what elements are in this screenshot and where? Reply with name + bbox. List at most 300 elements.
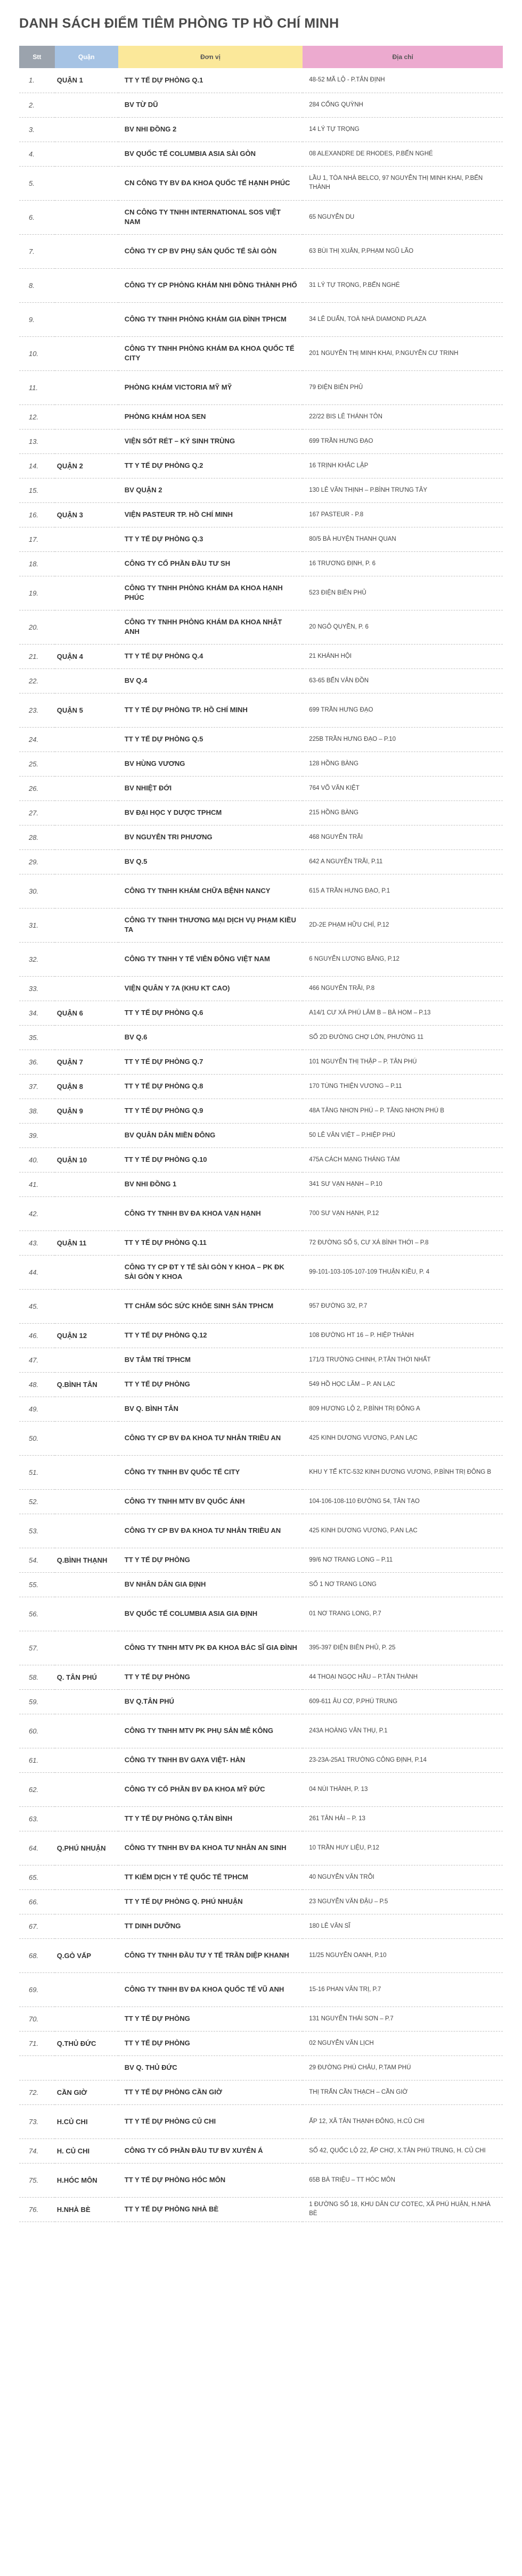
- row-stt: 3.: [19, 117, 55, 142]
- table-row: [19, 1147, 503, 1172]
- row-stt: 59.: [19, 1689, 55, 1714]
- table-row: [19, 2197, 503, 2222]
- row-dia-chi: 341 SƯ VẠN HẠNH – P.10: [303, 1172, 503, 1196]
- table-row: [19, 825, 503, 849]
- table-row: [19, 268, 503, 302]
- row-stt: 76.: [19, 2197, 55, 2222]
- table-row: [19, 942, 503, 976]
- table-row: [19, 1289, 503, 1323]
- row-don-vi: TT Y TẾ DỰ PHÒNG Q.7: [118, 1050, 303, 1074]
- table-row: [19, 302, 503, 336]
- row-stt: 33.: [19, 976, 55, 1001]
- table-row: [19, 1865, 503, 1889]
- table-row: [19, 453, 503, 478]
- row-dia-chi: SỐ 1 NƠ TRANG LONG: [303, 1572, 503, 1597]
- table-row: [19, 234, 503, 268]
- row-don-vi: CÔNG TY TNHH PHÒNG KHÁM ĐA KHOA HẠNH PHÚC: [118, 576, 303, 610]
- row-stt: 30.: [19, 874, 55, 908]
- row-quan: [55, 1348, 118, 1372]
- table-row: [19, 908, 503, 942]
- row-dia-chi: 23-23A-25A1 TRƯỜNG CÔNG ĐỊNH, P.14: [303, 1748, 503, 1772]
- row-dia-chi: 80/5 BÀ HUYỆN THANH QUAN: [303, 527, 503, 551]
- row-stt: 40.: [19, 1147, 55, 1172]
- row-stt: 14.: [19, 453, 55, 478]
- row-don-vi: BV QUÂN DÂN MIỀN ĐÔNG: [118, 1123, 303, 1147]
- header-dia-chi: Địa chỉ: [303, 46, 503, 68]
- row-dia-chi: 225B TRẦN HƯNG ĐẠO – P.10: [303, 727, 503, 752]
- row-quan: [55, 336, 118, 370]
- table-row: [19, 800, 503, 825]
- row-dia-chi: 609-611 ÂU CƠ, P.PHÚ TRUNG: [303, 1689, 503, 1714]
- table-row: [19, 1772, 503, 1806]
- row-dia-chi: 31 LÝ TỰ TRỌNG, P.BẾN NGHÉ: [303, 268, 503, 302]
- row-quan: [55, 668, 118, 693]
- table-row: [19, 1631, 503, 1665]
- row-don-vi: TT Y TẾ DỰ PHÒNG Q.2: [118, 453, 303, 478]
- row-don-vi: BV TỪ DŨ: [118, 93, 303, 117]
- table-row: [19, 93, 503, 117]
- row-quan: Q.GÒ VẤP: [55, 1938, 118, 1972]
- row-quan: QUẬN 12: [55, 1323, 118, 1348]
- table-body: [19, 68, 503, 2222]
- row-don-vi: BV Q.6: [118, 1025, 303, 1050]
- row-don-vi: TT Y TẾ DỰ PHÒNG Q.5: [118, 727, 303, 752]
- row-stt: 58.: [19, 1665, 55, 1689]
- table-row: [19, 644, 503, 668]
- row-stt: 55.: [19, 1572, 55, 1597]
- row-quan: [55, 776, 118, 800]
- row-don-vi: CÔNG TY TNHH BV ĐA KHOA VẠN HẠNH: [118, 1196, 303, 1231]
- row-stt: 11.: [19, 370, 55, 404]
- row-dia-chi: 63 BÙI THỊ XUÂN, P.PHẠM NGŨ LÃO: [303, 234, 503, 268]
- row-quan: QUẬN 2: [55, 453, 118, 478]
- row-dia-chi: A14/1 CƯ XÁ PHÚ LÂM B – BÀ HOM – P.13: [303, 1001, 503, 1025]
- row-stt: 53.: [19, 1514, 55, 1548]
- row-stt: 8.: [19, 268, 55, 302]
- row-dia-chi: 699 TRẦN HƯNG ĐẠO: [303, 693, 503, 727]
- table-row: [19, 576, 503, 610]
- row-quan: [55, 976, 118, 1001]
- row-quan: [55, 1631, 118, 1665]
- row-stt: 25.: [19, 752, 55, 776]
- table-row: [19, 2055, 503, 2080]
- table-row: [19, 1255, 503, 1289]
- row-quan: [55, 1865, 118, 1889]
- table-row: [19, 2080, 503, 2104]
- table-row: [19, 849, 503, 874]
- row-dia-chi: 699 TRẦN HƯNG ĐẠO: [303, 429, 503, 453]
- row-stt: 1.: [19, 68, 55, 93]
- row-don-vi: CÔNG TY CỔ PHẦN BV ĐA KHOA MỸ ĐỨC: [118, 1772, 303, 1806]
- row-stt: 24.: [19, 727, 55, 752]
- row-don-vi: BV QUỐC TẾ COLUMBIA ASIA GIA ĐỊNH: [118, 1597, 303, 1631]
- table-row: [19, 1172, 503, 1196]
- row-dia-chi: 08 ALEXANDRE DE RHODES, P.BẾN NGHÉ: [303, 142, 503, 166]
- row-quan: [55, 93, 118, 117]
- row-dia-chi: 284 CỐNG QUỲNH: [303, 93, 503, 117]
- row-dia-chi: 170 TÙNG THIỆN VƯƠNG – P.11: [303, 1074, 503, 1099]
- row-don-vi: CÔNG TY CP BV PHỤ SẢN QUỐC TẾ SÀI GÒN: [118, 234, 303, 268]
- row-dia-chi: 523 ĐIỆN BIÊN PHỦ: [303, 576, 503, 610]
- row-dia-chi: 10 TRẦN HUY LIỆU, P.12: [303, 1831, 503, 1865]
- row-don-vi: TT Y TẾ DỰ PHÒNG: [118, 1372, 303, 1397]
- row-dia-chi: 50 LÊ VĂN VIỆT – P.HIỆP PHÚ: [303, 1123, 503, 1147]
- row-stt: 42.: [19, 1196, 55, 1231]
- table-row: [19, 200, 503, 234]
- row-don-vi: TT Y TẾ DỰ PHÒNG Q.1: [118, 68, 303, 93]
- table-row: [19, 874, 503, 908]
- row-quan: [55, 1455, 118, 1489]
- row-don-vi: VIỆN PASTEUR TP. HỒ CHÍ MINH: [118, 502, 303, 527]
- row-don-vi: BV Q. THỦ ĐỨC: [118, 2055, 303, 2080]
- row-quan: [55, 610, 118, 644]
- row-dia-chi: 425 KINH DƯƠNG VƯƠNG, P.AN LẠC: [303, 1514, 503, 1548]
- row-dia-chi: 40 NGUYỄN VĂN TRỖI: [303, 1865, 503, 1889]
- row-dia-chi: LẦU 1, TÒA NHÀ BELCO, 97 NGUYỄN THỊ MINH KHAI, P.BẾN THÀNH: [303, 166, 503, 200]
- row-quan: [55, 1889, 118, 1914]
- row-don-vi: BV Q.4: [118, 668, 303, 693]
- table-row: [19, 1231, 503, 1255]
- table-row: [19, 1914, 503, 1938]
- table-row: [19, 1938, 503, 1972]
- row-don-vi: TT Y TẾ DỰ PHÒNG Q.TÂN BÌNH: [118, 1806, 303, 1831]
- row-don-vi: BV NHIỆT ĐỚI: [118, 776, 303, 800]
- row-quan: [55, 200, 118, 234]
- table-row: [19, 1074, 503, 1099]
- row-quan: Q.BÌNH TÂN: [55, 1372, 118, 1397]
- row-quan: QUẬN 3: [55, 502, 118, 527]
- row-dia-chi: 615 A TRẦN HƯNG ĐẠO, P.1: [303, 874, 503, 908]
- table-row: [19, 1889, 503, 1914]
- table-row: [19, 1572, 503, 1597]
- row-dia-chi: 21 KHÁNH HỘI: [303, 644, 503, 668]
- row-dia-chi: 261 TÂN HẢI – P. 13: [303, 1806, 503, 1831]
- row-quan: [55, 908, 118, 942]
- row-stt: 49.: [19, 1397, 55, 1421]
- row-quan: [55, 874, 118, 908]
- row-stt: 46.: [19, 1323, 55, 1348]
- row-quan: [55, 1123, 118, 1147]
- table-row: [19, 693, 503, 727]
- row-dia-chi: 395-397 ĐIỆN BIÊN PHỦ, P. 25: [303, 1631, 503, 1665]
- row-dia-chi: 16 TRỊNH KHẮC LẬP: [303, 453, 503, 478]
- row-dia-chi: 23 NGUYỄN VĂN ĐẬU – P.5: [303, 1889, 503, 1914]
- row-quan: [55, 727, 118, 752]
- row-stt: 7.: [19, 234, 55, 268]
- row-stt: 56.: [19, 1597, 55, 1631]
- row-stt: 9.: [19, 302, 55, 336]
- table-row: [19, 1806, 503, 1831]
- row-quan: [55, 1689, 118, 1714]
- row-quan: QUẬN 1: [55, 68, 118, 93]
- row-quan: [55, 1714, 118, 1748]
- row-don-vi: CN CÔNG TY BV ĐA KHOA QUỐC TẾ HẠNH PHÚC: [118, 166, 303, 200]
- row-stt: 68.: [19, 1938, 55, 1972]
- row-don-vi: CÔNG TY TNHH THƯƠNG MẠI DỊCH VỤ PHẠM KIỀU TA: [118, 908, 303, 942]
- row-dia-chi: KHU Y TẾ KTC-532 KINH DƯƠNG VƯƠNG, P.BÌNH TRỊ ĐÔNG B: [303, 1455, 503, 1489]
- row-quan: QUẬN 5: [55, 693, 118, 727]
- row-don-vi: BV Q.5: [118, 849, 303, 874]
- row-stt: 44.: [19, 1255, 55, 1289]
- row-stt: 22.: [19, 668, 55, 693]
- row-dia-chi: 1 ĐƯỜNG SỐ 18, KHU DÂN CƯ COTEC, XÃ PHÚ HUẬN, H.NHÀ BÈ: [303, 2197, 503, 2222]
- row-dia-chi: 02 NGUYỄN VĂN LỊCH: [303, 2031, 503, 2055]
- row-dia-chi: 101 NGUYỄN THỊ THẬP – P. TÂN PHÚ: [303, 1050, 503, 1074]
- row-dia-chi: 22/22 BIS LÊ THÁNH TÔN: [303, 404, 503, 429]
- row-don-vi: BV TÂM TRÍ TPHCM: [118, 1348, 303, 1372]
- row-dia-chi: 466 NGUYỄN TRÃI, P.8: [303, 976, 503, 1001]
- row-dia-chi: 48A TĂNG NHƠN PHÚ – P. TĂNG NHƠN PHÚ B: [303, 1099, 503, 1123]
- row-dia-chi: 104-106-108-110 ĐƯỜNG 54, TÂN TẠO: [303, 1489, 503, 1514]
- row-dia-chi: 425 KINH DƯƠNG VƯƠNG, P.AN LẠC: [303, 1421, 503, 1455]
- table-row: [19, 1397, 503, 1421]
- row-stt: 21.: [19, 644, 55, 668]
- row-dia-chi: 171/3 TRƯỜNG CHINH, P.TÂN THỚI NHẤT: [303, 1348, 503, 1372]
- row-don-vi: CÔNG TY TNHH BV ĐA KHOA QUỐC TẾ VŨ ANH: [118, 1972, 303, 2007]
- table-row: [19, 2139, 503, 2163]
- row-stt: 41.: [19, 1172, 55, 1196]
- row-stt: 32.: [19, 942, 55, 976]
- row-don-vi: TT Y TẾ DỰ PHÒNG CẦN GIỜ: [118, 2080, 303, 2104]
- row-quan: H. CỦ CHI: [55, 2139, 118, 2163]
- row-dia-chi: 6 NGUYỄN LƯƠNG BẰNG, P.12: [303, 942, 503, 976]
- row-don-vi: CÔNG TY CP BV ĐA KHOA TƯ NHÂN TRIỀU AN: [118, 1421, 303, 1455]
- row-dia-chi: 16 TRƯƠNG ĐỊNH, P. 6: [303, 551, 503, 576]
- row-don-vi: TT Y TẾ DỰ PHÒNG: [118, 1548, 303, 1572]
- table-row: [19, 1689, 503, 1714]
- row-don-vi: BV ĐẠI HỌC Y DƯỢC TPHCM: [118, 800, 303, 825]
- row-quan: [55, 370, 118, 404]
- row-stt: 23.: [19, 693, 55, 727]
- row-quan: [55, 404, 118, 429]
- table-header: [19, 46, 503, 68]
- row-stt: 67.: [19, 1914, 55, 1938]
- row-quan: [55, 849, 118, 874]
- row-dia-chi: 549 HỒ HỌC LÃM – P. AN LẠC: [303, 1372, 503, 1397]
- row-stt: 70.: [19, 2007, 55, 2031]
- row-quan: [55, 800, 118, 825]
- row-don-vi: TT Y TẾ DỰ PHÒNG Q. PHÚ NHUẬN: [118, 1889, 303, 1914]
- row-quan: QUẬN 11: [55, 1231, 118, 1255]
- row-dia-chi: 215 HỒNG BÀNG: [303, 800, 503, 825]
- row-dia-chi: SỐ 2D ĐƯỜNG CHỢ LỚN, PHƯỜNG 11: [303, 1025, 503, 1050]
- row-don-vi: TT Y TẾ DỰ PHÒNG Q.9: [118, 1099, 303, 1123]
- table-row: [19, 1748, 503, 1772]
- row-don-vi: TT Y TẾ DỰ PHÒNG Q.11: [118, 1231, 303, 1255]
- row-stt: 50.: [19, 1421, 55, 1455]
- row-stt: 38.: [19, 1099, 55, 1123]
- table-row: [19, 404, 503, 429]
- row-quan: H.CỦ CHI: [55, 2104, 118, 2139]
- row-don-vi: TT Y TẾ DỰ PHÒNG Q.12: [118, 1323, 303, 1348]
- row-don-vi: TT Y TẾ DỰ PHÒNG CỦ CHI: [118, 2104, 303, 2139]
- row-stt: 71.: [19, 2031, 55, 2055]
- row-quan: [55, 1514, 118, 1548]
- table-row: [19, 1972, 503, 2007]
- row-don-vi: CÔNG TY TNHH KHÁM CHỮA BỆNH NANCY: [118, 874, 303, 908]
- row-stt: 45.: [19, 1289, 55, 1323]
- row-stt: 36.: [19, 1050, 55, 1074]
- row-dia-chi: SỐ 42, QUỐC LỘ 22, ẤP CHỢ, X.TÂN PHÚ TRUNG, H. CỦ CHI: [303, 2139, 503, 2163]
- table-row: [19, 727, 503, 752]
- row-quan: [55, 1196, 118, 1231]
- row-stt: 10.: [19, 336, 55, 370]
- row-quan: [55, 1489, 118, 1514]
- table-row: [19, 1196, 503, 1231]
- table-row: [19, 2031, 503, 2055]
- row-don-vi: TT KIỂM DỊCH Y TẾ QUỐC TẾ TPHCM: [118, 1865, 303, 1889]
- row-stt: 34.: [19, 1001, 55, 1025]
- row-dia-chi: 201 NGUYỄN THỊ MINH KHAI, P.NGUYỄN CƯ TRINH: [303, 336, 503, 370]
- row-don-vi: BV NGUYỄN TRI PHƯƠNG: [118, 825, 303, 849]
- row-quan: [55, 752, 118, 776]
- row-quan: QUẬN 9: [55, 1099, 118, 1123]
- row-dia-chi: 243A HOÀNG VĂN THỤ, P.1: [303, 1714, 503, 1748]
- row-dia-chi: 99/6 NƠ TRANG LONG – P.11: [303, 1548, 503, 1572]
- row-dia-chi: 809 HƯƠNG LỘ 2, P.BÌNH TRỊ ĐÔNG A: [303, 1397, 503, 1421]
- table-row: [19, 1489, 503, 1514]
- table-row: [19, 1714, 503, 1748]
- row-stt: 13.: [19, 429, 55, 453]
- row-dia-chi: THỊ TRẤN CẦN THẠCH – CẦN GIỜ: [303, 2080, 503, 2104]
- row-quan: QUẬN 4: [55, 644, 118, 668]
- row-dia-chi: 65B BÀ TRIỆU – TT HÓC MÔN: [303, 2163, 503, 2197]
- row-stt: 47.: [19, 1348, 55, 1372]
- row-stt: 54.: [19, 1548, 55, 1572]
- row-stt: 17.: [19, 527, 55, 551]
- table-row: [19, 776, 503, 800]
- row-dia-chi: 63-65 BẾN VÂN ĐỒN: [303, 668, 503, 693]
- row-quan: QUẬN 8: [55, 1074, 118, 1099]
- row-don-vi: TT Y TẾ DỰ PHÒNG: [118, 2007, 303, 2031]
- row-stt: 19.: [19, 576, 55, 610]
- row-quan: [55, 166, 118, 200]
- row-quan: QUẬN 10: [55, 1147, 118, 1172]
- row-quan: [55, 1397, 118, 1421]
- table-row: [19, 1348, 503, 1372]
- table-row: [19, 1050, 503, 1074]
- row-stt: 4.: [19, 142, 55, 166]
- row-quan: [55, 478, 118, 502]
- row-stt: 37.: [19, 1074, 55, 1099]
- row-don-vi: CÔNG TY TNHH MTV PK ĐA KHOA BÁC SĨ GIA ĐÌNH: [118, 1631, 303, 1665]
- row-stt: 52.: [19, 1489, 55, 1514]
- row-don-vi: TT Y TẾ DỰ PHÒNG Q.4: [118, 644, 303, 668]
- table-row: [19, 1665, 503, 1689]
- row-quan: [55, 1421, 118, 1455]
- table-row: [19, 1372, 503, 1397]
- row-stt: 16.: [19, 502, 55, 527]
- row-dia-chi: 15-16 PHAN VĂN TRỊ, P.7: [303, 1972, 503, 2007]
- row-don-vi: TT CHĂM SÓC SỨC KHỎE SINH SẢN TPHCM: [118, 1289, 303, 1323]
- table-row: [19, 142, 503, 166]
- row-quan: [55, 117, 118, 142]
- row-dia-chi: 475A CÁCH MẠNG THÁNG TÁM: [303, 1147, 503, 1172]
- header-stt: Stt: [19, 46, 55, 68]
- row-stt: 43.: [19, 1231, 55, 1255]
- row-stt: 62.: [19, 1772, 55, 1806]
- row-don-vi: CÔNG TY CP PHÒNG KHÁM NHI ĐỒNG THÀNH PHỐ: [118, 268, 303, 302]
- row-quan: [55, 942, 118, 976]
- row-don-vi: TT Y TẾ DỰ PHÒNG HÓC MÔN: [118, 2163, 303, 2197]
- table-row: [19, 1323, 503, 1348]
- table-row: [19, 1831, 503, 1865]
- row-don-vi: BV Q. BÌNH TÂN: [118, 1397, 303, 1421]
- row-dia-chi: ẤP 12, XÃ TÂN THẠNH ĐÔNG, H.CỦ CHI: [303, 2104, 503, 2139]
- table-row: [19, 551, 503, 576]
- row-quan: Q.PHÚ NHUẬN: [55, 1831, 118, 1865]
- table-row: [19, 1025, 503, 1050]
- row-don-vi: CÔNG TY CỔ PHẦN ĐẦU TƯ SH: [118, 551, 303, 576]
- row-quan: QUẬN 7: [55, 1050, 118, 1074]
- row-quan: Q.THỦ ĐỨC: [55, 2031, 118, 2055]
- row-don-vi: BV HÙNG VƯƠNG: [118, 752, 303, 776]
- row-quan: CẦN GIỜ: [55, 2080, 118, 2104]
- row-quan: [55, 234, 118, 268]
- row-don-vi: PHÒNG KHÁM HOA SEN: [118, 404, 303, 429]
- row-dia-chi: 65 NGUYỄN DU: [303, 200, 503, 234]
- row-quan: [55, 1255, 118, 1289]
- header-quan: Quận: [55, 46, 118, 68]
- row-don-vi: TT Y TẾ DỰ PHÒNG Q.10: [118, 1147, 303, 1172]
- row-stt: 27.: [19, 800, 55, 825]
- row-don-vi: VIỆN SỐT RÉT – KÝ SINH TRÙNG: [118, 429, 303, 453]
- row-quan: H.NHÀ BÈ: [55, 2197, 118, 2222]
- row-quan: [55, 142, 118, 166]
- row-stt: 12.: [19, 404, 55, 429]
- row-don-vi: CÔNG TY TNHH MTV PK PHỤ SẢN MÊ KÔNG: [118, 1714, 303, 1748]
- page-title: DANH SÁCH ĐIỂM TIÊM PHÒNG TP HỒ CHÍ MINH: [19, 16, 339, 31]
- row-dia-chi: 99-101-103-105-107-109 THUẬN KIỀU, P. 4: [303, 1255, 503, 1289]
- table-row: [19, 166, 503, 200]
- table-row: [19, 502, 503, 527]
- table-row: [19, 976, 503, 1001]
- row-dia-chi: 108 ĐƯỜNG HT 16 – P. HIỆP THÀNH: [303, 1323, 503, 1348]
- row-don-vi: CÔNG TY TNHH BV ĐA KHOA TƯ NHÂN AN SINH: [118, 1831, 303, 1865]
- table-row: [19, 336, 503, 370]
- row-quan: [55, 1972, 118, 2007]
- row-quan: [55, 1289, 118, 1323]
- table-row: [19, 668, 503, 693]
- row-quan: [55, 1772, 118, 1806]
- row-don-vi: TT Y TẾ DỰ PHÒNG Q.3: [118, 527, 303, 551]
- row-stt: 75.: [19, 2163, 55, 2197]
- table-row: [19, 2104, 503, 2139]
- table-row: [19, 1421, 503, 1455]
- row-don-vi: TT Y TẾ DỰ PHÒNG Q.6: [118, 1001, 303, 1025]
- row-stt: 29.: [19, 849, 55, 874]
- row-stt: 35.: [19, 1025, 55, 1050]
- row-stt: 26.: [19, 776, 55, 800]
- row-quan: Q. TÂN PHÚ: [55, 1665, 118, 1689]
- row-don-vi: VIỆN QUÂN Y 7A (KHU KT CAO): [118, 976, 303, 1001]
- table-row: [19, 1455, 503, 1489]
- row-quan: [55, 1025, 118, 1050]
- row-don-vi: CÔNG TY CỔ PHẦN ĐẦU TƯ BV XUYÊN Á: [118, 2139, 303, 2163]
- row-don-vi: CÔNG TY TNHH PHÒNG KHÁM ĐA KHOA QUỐC TẾ CITY: [118, 336, 303, 370]
- row-stt: 15.: [19, 478, 55, 502]
- row-stt: 61.: [19, 1748, 55, 1772]
- row-don-vi: CÔNG TY TNHH ĐẦU TƯ Y TẾ TRẦN DIỆP KHANH: [118, 1938, 303, 1972]
- row-stt: 31.: [19, 908, 55, 942]
- table-row: [19, 610, 503, 644]
- row-stt: 57.: [19, 1631, 55, 1665]
- row-stt: 20.: [19, 610, 55, 644]
- row-stt: 65.: [19, 1865, 55, 1889]
- row-dia-chi: 764 VÕ VĂN KIỆT: [303, 776, 503, 800]
- row-stt: 18.: [19, 551, 55, 576]
- table-row: [19, 1514, 503, 1548]
